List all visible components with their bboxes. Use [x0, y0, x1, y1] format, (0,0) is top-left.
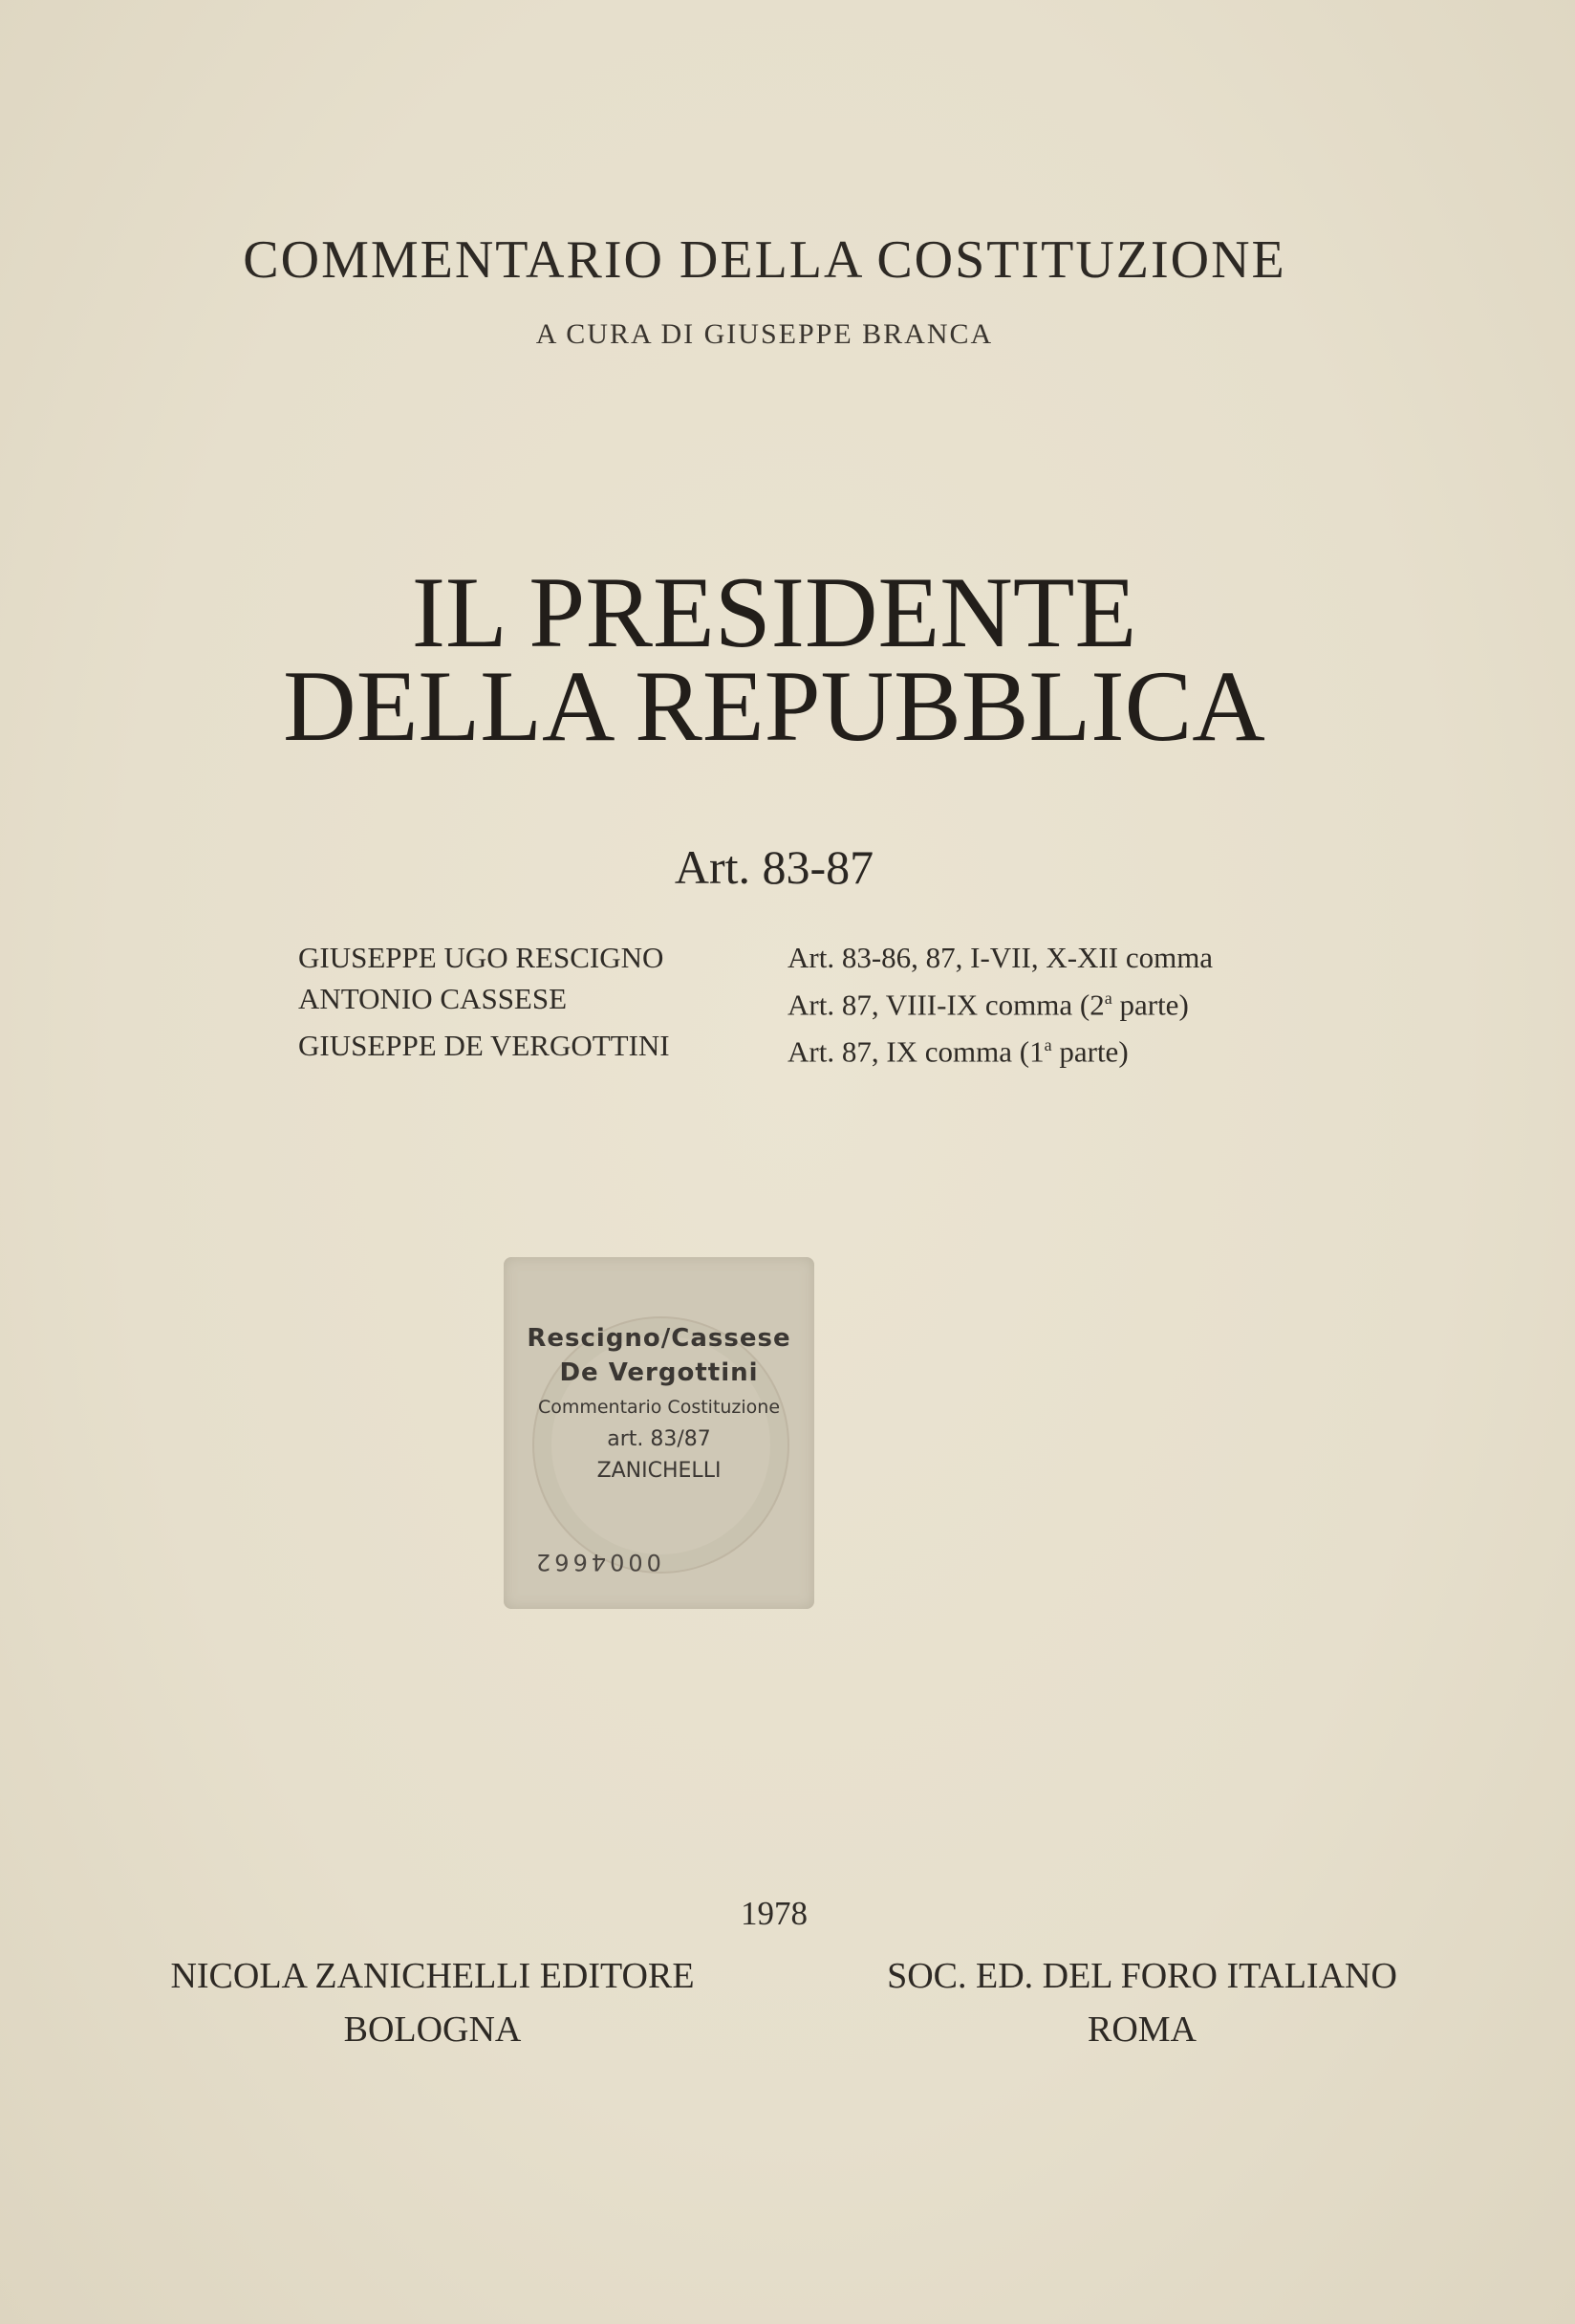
author-articles: Art. 87, VIII-IX comma (2$^a$ parte) — [788, 988, 1189, 1022]
main-title-line1: IL PRESIDENTE — [411, 556, 1137, 668]
publisher-name: NICOLA ZANICHELLI EDITORE — [170, 1956, 695, 1996]
author-row — [298, 978, 1349, 1025]
sticker-authors-line2: De Vergottini — [559, 1358, 759, 1387]
publisher-left — [86, 1955, 779, 2051]
sticker-articles: art. 83/87 — [607, 1427, 711, 1451]
main-title-line2: DELLA REPUBBLICA — [283, 650, 1265, 762]
author-articles: Art. 83-86, 87, I-VII, X-XII comma — [788, 941, 1214, 974]
author-articles: Art. 87, IX comma (1$^a$ parte) — [788, 1034, 1129, 1069]
sticker-code: 0004662 — [532, 1549, 661, 1575]
sticker-authors-line1: Rescigno/Cassese — [527, 1324, 791, 1353]
authors-list — [298, 937, 1349, 1073]
publisher-city: ROMA — [1087, 2009, 1197, 2050]
author-name: GIUSEPPE DE VERGOTTINI — [298, 1029, 670, 1063]
publication-year: 1978 — [741, 1895, 808, 1932]
main-title — [0, 556, 1548, 762]
sticker-collection: Commentario Costituzione — [537, 1397, 781, 1418]
editor-line: A CURA DI GIUSEPPE BRANCA — [535, 318, 994, 350]
author-name: GIUSEPPE UGO RESCIGNO — [298, 941, 664, 974]
author-row — [298, 1025, 1349, 1072]
publisher-name: SOC. ED. DEL FORO ITALIANO — [887, 1956, 1397, 1996]
publisher-city: BOLOGNA — [343, 2009, 522, 2050]
library-sticker — [504, 1257, 814, 1609]
author-row — [298, 937, 1349, 978]
sticker-publisher: ZANICHELLI — [596, 1459, 722, 1483]
series-title: COMMENTARIO DELLA COSTITUZIONE — [243, 230, 1286, 290]
articles-range: Art. 83-87 — [674, 840, 874, 894]
author-name: ANTONIO CASSESE — [298, 982, 568, 1015]
publisher-right — [798, 1955, 1486, 2051]
